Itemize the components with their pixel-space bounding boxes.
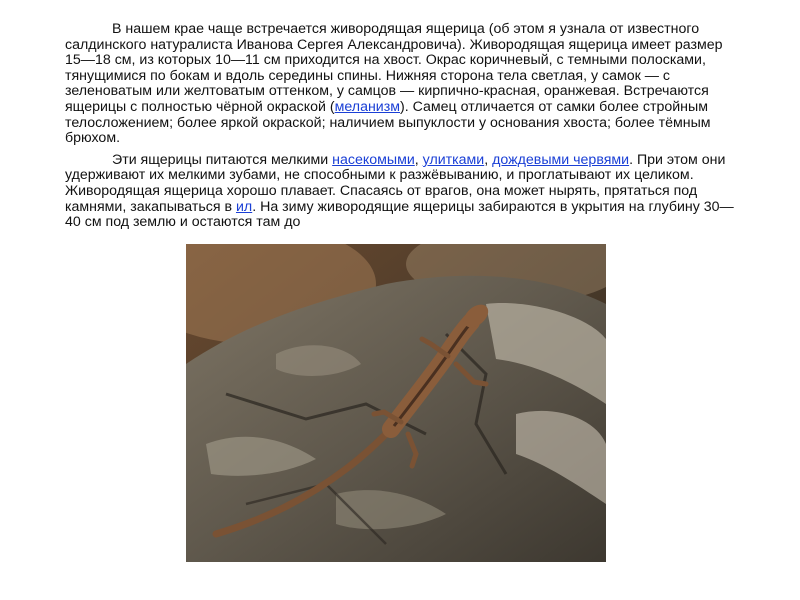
link-snails[interactable]: улитками xyxy=(422,151,485,168)
lizard-on-rock-image xyxy=(186,244,606,562)
separator: , xyxy=(414,151,423,168)
link-silt[interactable]: ил xyxy=(235,198,253,215)
paragraph2-text: Эти ящерицы питаются мелкими xyxy=(112,151,333,168)
paragraph1-text: В нашем крае чаще встречается живородящая ящерица (об этом я узнала от известного салдинского натуралиста Иванова Сергея Александровича). Живородящая ящерица имеет размер 15—18 см, из которых 10—11 см приходится на хвост. Окрас коричневый, с темными полосками, тянущимися по бокам и вдоль середины спины. Нижняя сторона тела светлая, у самок — с зеленоватым или желтоватым оттенком, у самцов — кирпично-красная, оранжевая. Встречаются ящерицы с полностью чёрной окраской ( xyxy=(65,21,723,115)
paragraph2-text3: . На зиму живородящие ящерицы забираются в укрытия на глубину 30—40 см под землю и остаются там до xyxy=(65,198,734,231)
link-melanism[interactable]: меланизм xyxy=(334,98,400,115)
link-earthworms[interactable]: дождевыми червями xyxy=(492,151,630,168)
paragraph1-tail: ). Самец отличается от самки более стройным телосложением; более яркой окраской; наличием выпуклости у основания хвоста; более тёмным брюхом. xyxy=(65,98,711,147)
separator: , xyxy=(484,151,493,168)
lizard-photo xyxy=(186,244,606,562)
link-insects[interactable]: насекомыми xyxy=(332,151,415,168)
paragraph2-text2: . При этом они удерживают их мелкими зубами, не способными к разжёвыванию, и проглатывают их целиком. Живородящая ящерица хорошо плавает. Спасаясь от врагов, она может нырять, прятаться под камнями, закапываться в xyxy=(65,151,726,215)
paragraph-description xyxy=(65,22,740,147)
article-text xyxy=(65,22,740,237)
paragraph-diet xyxy=(65,153,740,231)
